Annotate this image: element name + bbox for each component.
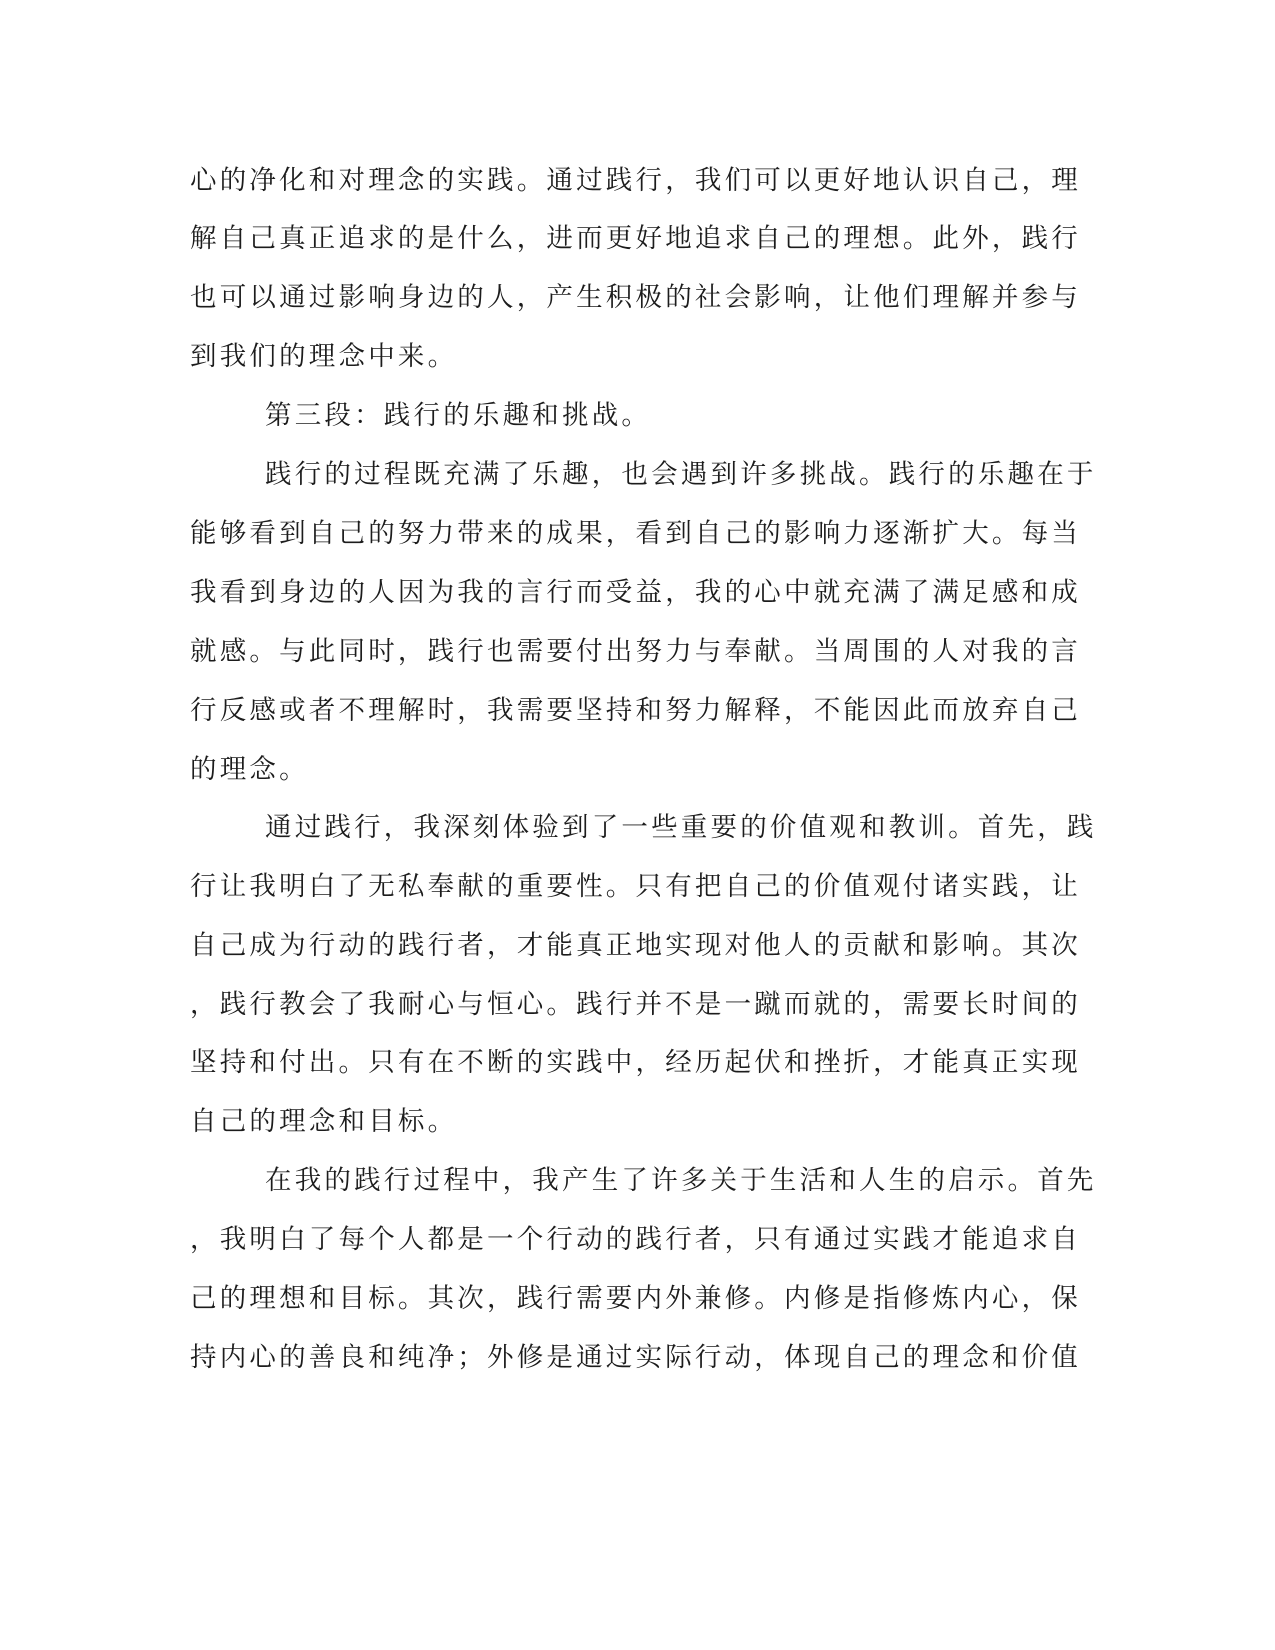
section-heading: 第三段：践行的乐趣和挑战。 <box>265 400 652 431</box>
text-line: 的理念。 <box>190 754 309 785</box>
text-line: 解自己真正追求的是什么，进而更好地追求自己的理想。此外，践行 <box>190 223 1081 254</box>
text-line: 坚持和付出。只有在不断的实践中，经历起伏和挫折，才能真正实现 <box>190 1047 1081 1078</box>
text-line: 践行的过程既充满了乐趣，也会遇到许多挑战。践行的乐趣在于 <box>265 459 1097 490</box>
text-line: 在我的践行过程中，我产生了许多关于生活和人生的启示。首先 <box>265 1165 1097 1196</box>
text-line: 自己成为行动的践行者，才能真正地实现对他人的贡献和影响。其次 <box>190 930 1081 961</box>
text-line: 就感。与此同时，践行也需要付出努力与奉献。当周围的人对我的言 <box>190 636 1081 667</box>
text-line: 我看到身边的人因为我的言行而受益，我的心中就充满了满足感和成 <box>190 577 1081 608</box>
text-line: 心的净化和对理念的实践。通过践行，我们可以更好地认识自己，理 <box>190 165 1081 196</box>
text-line: 行反感或者不理解时，我需要坚持和努力解释，不能因此而放弃自己 <box>190 695 1081 726</box>
text-line: 通过践行，我深刻体验到了一些重要的价值观和教训。首先，践 <box>265 812 1097 843</box>
text-line: 能够看到自己的努力带来的成果，看到自己的影响力逐渐扩大。每当 <box>190 518 1081 549</box>
text-line: ，我明白了每个人都是一个行动的践行者，只有通过实践才能追求自 <box>190 1224 1081 1255</box>
text-line: 己的理想和目标。其次，践行需要内外兼修。内修是指修炼内心，保 <box>190 1283 1081 1314</box>
text-line: 到我们的理念中来。 <box>190 341 458 372</box>
text-line: 自己的理念和目标。 <box>190 1106 458 1137</box>
text-line: 行让我明白了无私奉献的重要性。只有把自己的价值观付诸实践，让 <box>190 871 1081 902</box>
text-line: 也可以通过影响身边的人，产生积极的社会影响，让他们理解并参与 <box>190 282 1081 313</box>
text-line: ，践行教会了我耐心与恒心。践行并不是一蹴而就的，需要长时间的 <box>190 989 1081 1020</box>
text-line: 持内心的善良和纯净；外修是通过实际行动，体现自己的理念和价值 <box>190 1342 1081 1373</box>
